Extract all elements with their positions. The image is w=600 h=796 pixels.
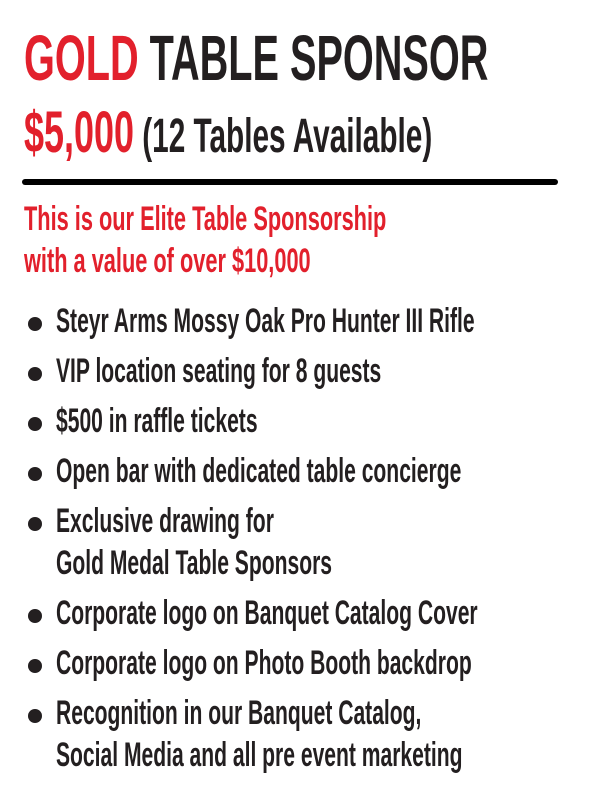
divider — [22, 179, 558, 185]
benefit-exclusive-drawing — [28, 500, 600, 584]
price-text — [24, 94, 432, 176]
benefit-line: $500 in raffle tickets — [56, 402, 258, 440]
benefit-line: Open bar with dedicated table concierge — [56, 452, 462, 490]
bullet-icon — [28, 609, 42, 623]
elite-line-1: This is our Elite Table Sponsorship — [24, 200, 387, 238]
benefit-photo-booth-logo — [28, 642, 600, 684]
price-line — [24, 94, 600, 176]
benefit-open-bar — [28, 450, 600, 492]
bullet-icon — [28, 467, 42, 481]
bullet-icon — [28, 367, 42, 381]
bullet-icon — [28, 317, 42, 331]
benefit-catalog-cover-logo — [28, 592, 600, 634]
benefits-list — [28, 300, 600, 784]
benefit-line: Corporate logo on Banquet Catalog Cover — [56, 594, 478, 632]
title-text — [24, 18, 488, 98]
benefit-line: Recognition in our Banquet Catalog, — [56, 694, 422, 732]
benefit-raffle-tickets — [28, 400, 600, 442]
title-accent: GOLD — [24, 22, 139, 94]
benefit-line-2: Social Media and all pre event marketing — [56, 736, 463, 774]
elite-subtitle — [24, 198, 590, 282]
bullet-icon — [28, 417, 42, 431]
benefit-recognition — [28, 692, 600, 776]
benefit-rifle — [28, 300, 600, 342]
bullet-icon — [28, 517, 42, 531]
page-title — [24, 18, 600, 98]
benefit-line: Steyr Arms Mossy Oak Pro Hunter III Rifle — [56, 302, 475, 340]
benefit-vip-seating — [28, 350, 600, 392]
title-rest: TABLE SPONSOR — [138, 22, 489, 94]
benefit-line: VIP location seating for 8 guests — [56, 352, 382, 390]
bullet-icon — [28, 709, 42, 723]
benefit-line: Corporate logo on Photo Booth backdrop — [56, 644, 472, 682]
bullet-icon — [28, 659, 42, 673]
benefit-line: Exclusive drawing for — [56, 502, 274, 540]
elite-line-2: with a value of over $10,000 — [24, 242, 311, 280]
benefit-line-2: Gold Medal Table Sponsors — [56, 544, 333, 582]
price-note: (12 Tables Available) — [133, 110, 433, 163]
price-amount: $5,000 — [24, 100, 134, 165]
